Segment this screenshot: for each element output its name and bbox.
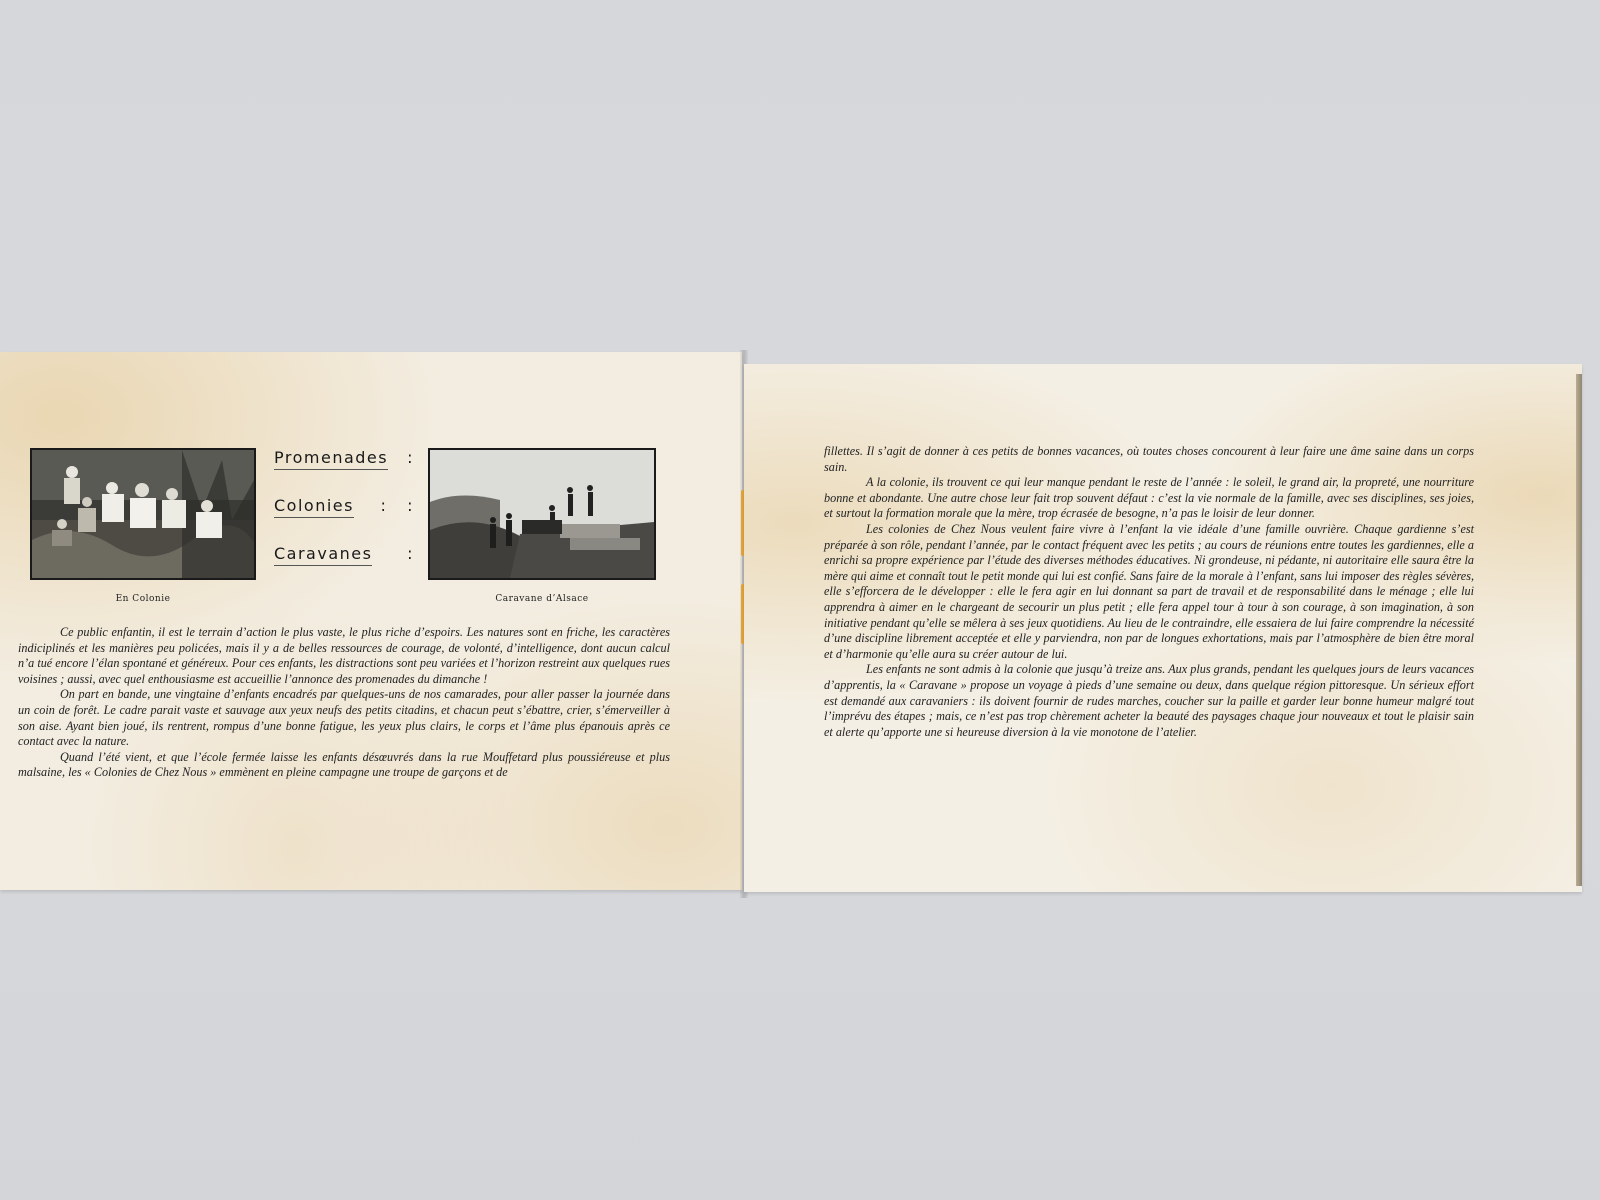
- heading-label-colonies: Colonies: [274, 496, 354, 518]
- photo-caption-en-colonie: En Colonie: [115, 594, 171, 604]
- heading-label-caravanes: Caravanes: [274, 544, 372, 566]
- photo-caption-caravane-alsace: Caravane d’Alsace: [495, 594, 589, 604]
- left-page: [0, 352, 742, 890]
- heading-promenades: [274, 448, 414, 496]
- photo-en-colonie: [30, 448, 256, 580]
- paragraph: fillettes. Il s’agit de donner à ces petits de bonnes vacances, où toutes choses concourent à leur faire une âme saine dans un corps sain.: [824, 444, 1474, 474]
- paragraph: On part en bande, une vingtaine d’enfants encadrés par quelques-uns de nos camarades, pour aller passer la journée dans un coin de forêt. Le cadre parait vaste et sauvage aux yeux neufs des petits citadins, et chacun peut s’ébattre, crier, s’émerveiller à son aise. Ayant bien joué, ils rentrent, rompus d’une bonne fatigue, les yeux plus clairs, le corps et l’âme plus épanouis après ce contact avec la nature.: [18, 687, 670, 749]
- heading-colon: :: [407, 544, 414, 563]
- heading-caravanes: [274, 544, 414, 592]
- paragraph: Les colonies de Chez Nous veulent faire vivre à l’enfant la vie idéale d’une famille ouvrière. Chaque gardienne s’est préparée à son rôle, pendant l’année, par le contact fréquent avec les petits ; au cours de réunions entre toutes les gardiennes, elle a enrichi sa propre expérience par l’étude des diverses méthodes éducatives. Ni grondeuse, ni pédante, ni autoritaire elle saura être la mère qui aime et connaît tout le petit monde qui lui est confié. Sans faire de la morale à l’enfant, sans lui imposer des règles sévères, elle s’efforcera de le développer : elle le fera agir en lui donnant sa part de travail et de responsabilité dans le ménage ; elle lui apprendra à aimer en le chargeant de secourir un plus petit ; elle fera appel tour à tour à son courage, à son imagination, à son initiative pendant qu’elle se mêlera à ses jeux quotidiens. Au lieu de le contraindre, elle essaiera de lui faire comprendre la nécessité d’une discipline librement acceptée et elle y parviendra, non par de longues exhortations, mais par l’atmosphère de bien être moral et d’harmonie qu’elle aura su créer autour de lui.: [824, 521, 1474, 661]
- photo-caravane-alsace: [428, 448, 656, 580]
- paragraph: A la colonie, ils trouvent ce qui leur manque pendant le reste de l’année : le soleil, le grand air, la propreté, une nourriture bonne et abondante. Une autre chose leur fait trop souvent défaut : c’est la vie normale de la famille, avec ses disciplines, ses joies, et surtout la formation morale que la mère, trop écrasée de besogne, n’a pas le loisir de leur donner.: [824, 475, 1474, 521]
- photo-mountain-hikers-image: [430, 450, 654, 578]
- heading-label-promenades: Promenades: [274, 448, 388, 470]
- heading-colonies: [274, 496, 414, 544]
- booklet-page-edges: [1576, 374, 1582, 886]
- heading-colon: : :: [380, 496, 414, 515]
- open-booklet: [0, 350, 1582, 898]
- right-page-body-text: [824, 444, 1474, 740]
- paragraph: Les enfants ne sont admis à la colonie que jusqu’à treize ans. Aux plus grands, pendant les quelques jours de leurs vacances d’apprentis, la « Caravane » propose un voyage à pieds d’une semaine ou deux, dans quelque région pittoresque. Un sérieux effort est demandé aux caravaniers : ils doivent fournir de rudes marches, coucher sur la paille et garder leur bonne humeur malgré tout l’imprévu des étapes ; mais, ce n’est pas trop chèrement acheter la beauté des paysages chaque jour nouveaux et tout le plaisir sain et alerte qu’apporte une si heureuse diversion à la vie monotone de l’atelier.: [824, 662, 1474, 739]
- heading-colon: :: [407, 448, 414, 467]
- photo-children-group-image: [32, 450, 254, 578]
- left-page-body-text: [18, 625, 670, 781]
- right-page: [744, 364, 1582, 892]
- paragraph: Quand l’été vient, et que l’école fermée laisse les enfants désœuvrés dans la rue Mouffetard plus poussiéreuse et plus malsaine, les « Colonies de Chez Nous » emmènent en pleine campagne une troupe de garçons et de: [18, 749, 670, 780]
- section-headings: [274, 448, 414, 592]
- paragraph: Ce public enfantin, il est le terrain d’action le plus vaste, le plus riche d’espoirs. Les natures sont en friche, les caractères indiciplinés et les manières peu policées, mais il y a de belles ressources de courage, de volonté, d’intelligence, dont aucun calcul n’a tué encore l’élan spontané et généreux. Pour ces enfants, les distractions sont peu variées et l’horizon restreint aux quelques rues voisines ; aussi, avec quel enthousiasme est accueillie l’annonce des promenades du dimanche !: [18, 625, 670, 686]
